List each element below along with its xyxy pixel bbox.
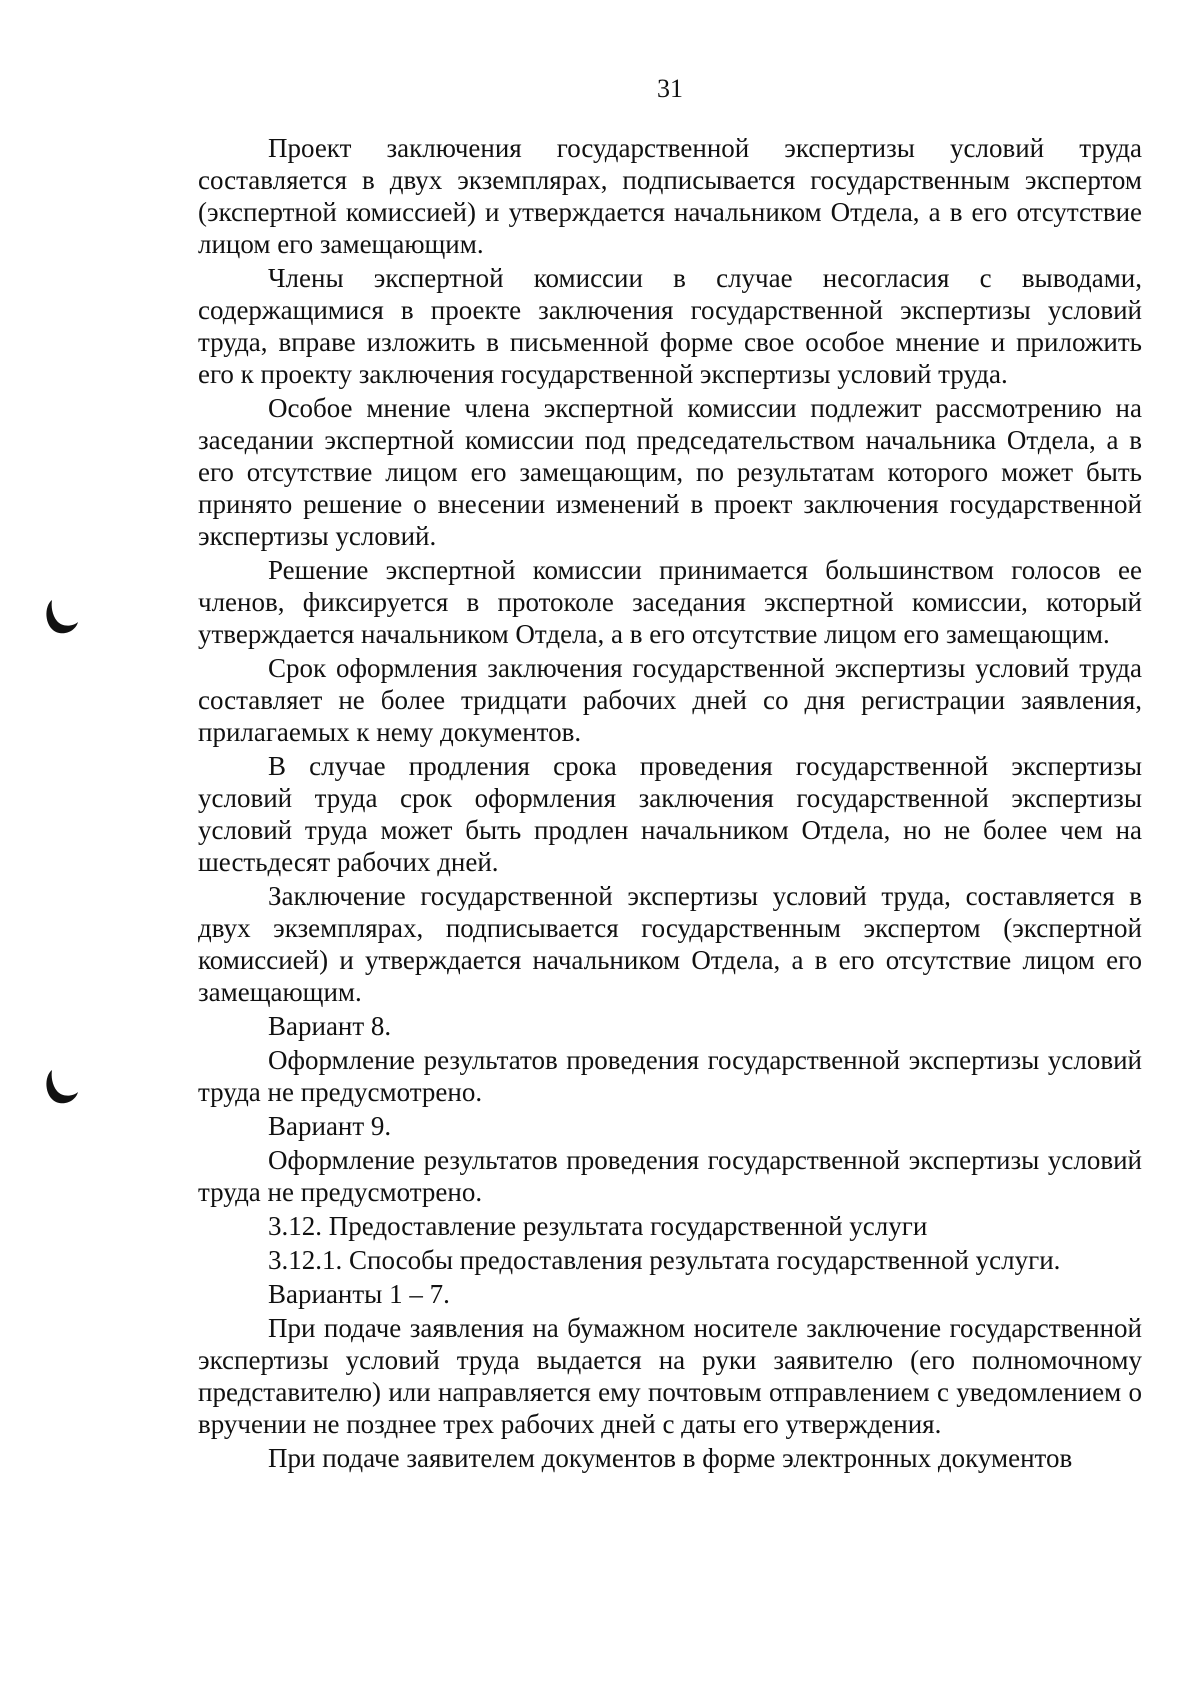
variant-heading: Вариант 9. bbox=[268, 1111, 392, 1141]
paragraph: В случае продления срока проведения государственной экспертизы условий труда срок оформления заключения государственной экспертизы условий труда может быть продлен начальником Отдела, но не более чем на шестьдесят рабочих дней. bbox=[198, 751, 1142, 877]
paragraph: При подаче заявления на бумажном носителе заключение государственной экспертизы условий труда выдается на руки заявителю (его полномочному представителю) или направляется ему почтовым отправлением с уведомлением о вручении не позднее трех рабочих дней с даты его утверждения. bbox=[198, 1313, 1142, 1439]
paragraph: Члены экспертной комиссии в случае несогласия с выводами, содержащимися в проекте заключения государственной экспертизы условий труда, вправе изложить в письменной форме свое особое мнение и приложить его к проекту заключения государственной экспертизы условий труда. bbox=[198, 263, 1142, 389]
paragraph: Решение экспертной комиссии принимается большинством голосов ее членов, фиксируется в протоколе заседания экспертной комиссии, который утверждается начальником Отдела, а в его отсутствие лицом его замещающим. bbox=[198, 555, 1142, 649]
page-number: 31 bbox=[657, 74, 683, 103]
crescent-mark-icon bbox=[40, 1066, 80, 1106]
variant-heading: Вариант 8. bbox=[268, 1011, 392, 1041]
paragraph: Заключение государственной экспертизы условий труда, составляется в двух экземплярах, подписывается государственным экспертом (экспертной комиссией) и утверждается начальником Отдела, а в его отсутствие лицом его замещающим. bbox=[198, 881, 1142, 1007]
paragraph: Срок оформления заключения государственной экспертизы условий труда составляет не более тридцати рабочих дней со дня регистрации заявления, прилагаемых к нему документов. bbox=[198, 653, 1142, 747]
subsection-heading: 3.12.1. Способы предоставления результата государственной услуги. bbox=[268, 1245, 1061, 1275]
crescent-mark-icon bbox=[40, 596, 80, 636]
document-body bbox=[198, 132, 1142, 1476]
section-heading: 3.12. Предоставление результата государственной услуги bbox=[268, 1211, 928, 1241]
paragraph: Оформление результатов проведения государственной экспертизы условий труда не предусмотрено. bbox=[198, 1045, 1142, 1107]
paragraph: При подаче заявителем документов в форме электронных документов bbox=[268, 1443, 1073, 1473]
paragraph: Проект заключения государственной экспертизы условий труда составляется в двух экземплярах, подписывается государственным экспертом (экспертной комиссией) и утверждается начальником Отдела, а в его отсутствие лицом его замещающим. bbox=[198, 133, 1142, 259]
paragraph: Оформление результатов проведения государственной экспертизы условий труда не предусмотрено. bbox=[198, 1145, 1142, 1207]
paragraph: Особое мнение члена экспертной комиссии подлежит рассмотрению на заседании экспертной комиссии под председательством начальника Отдела, а в его отсутствие лицом его замещающим, по результатам которого может быть принято решение о внесении изменений в проект заключения государственной экспертизы условий. bbox=[198, 393, 1142, 551]
variant-heading: Варианты 1 – 7. bbox=[268, 1279, 450, 1309]
